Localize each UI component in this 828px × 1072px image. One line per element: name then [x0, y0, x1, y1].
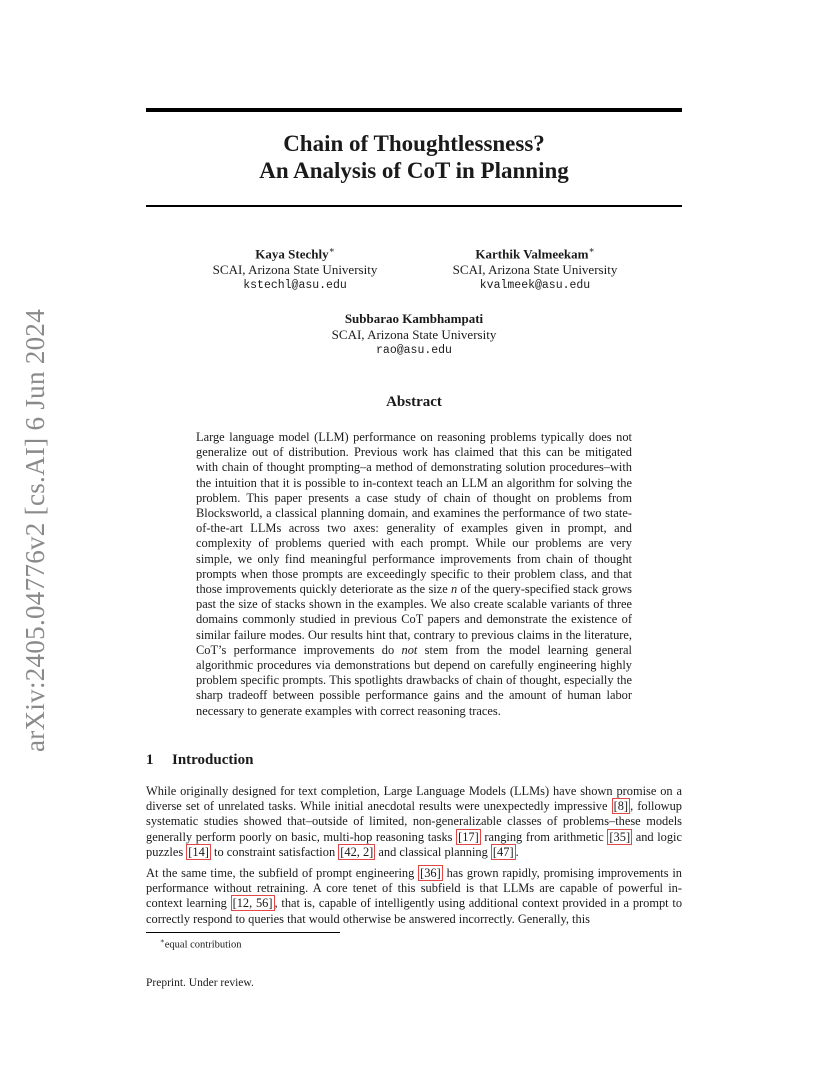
title-bottom-rule — [146, 205, 682, 207]
section-number: 1 — [146, 752, 154, 768]
footnote-rule — [146, 932, 340, 933]
author-name: Subbarao Kambhampati — [344, 311, 484, 326]
intro-paragraph-1: While originally designed for text completion, Large Language Models (LLMs) have shown promise on a diverse set of unrelated tasks. While initial anecdotal results were unexpectedly impressive [8] , followup systematic studies showed that–outside of limited, non-generalizable classes of problems–these models generally perform poorly on basic, multi-hop reasoning tasks [17] ranging from arithmetic [35] and logic puzzles [14] to constraint satisfaction [42, 2] and classical planning [47] . — [146, 784, 682, 859]
citation-link[interactable]: [42, 2] — [340, 844, 374, 859]
intro-paragraph-2: At the same time, the subfield of prompt engineering [36] has grown rapidly, promising improvements in performance without retraining. A core tenet of this subfield is that LLMs are capable of powerful in-context learning [12, 56] , that is, capable of intelligently using additional context provided in a prompt to correctly respond to queries that would otherwise be answered incorrectly. Generally, this — [146, 866, 683, 926]
citation-link[interactable]: [8] — [613, 799, 629, 814]
author-block-3 — [300, 311, 528, 359]
author-affiliation: SCAI, Arizona State University — [452, 262, 618, 278]
footnote — [160, 937, 241, 951]
citation-link[interactable]: [36] — [420, 866, 441, 880]
title-line-1: Chain of Thoughtlessness? — [283, 131, 545, 156]
citation-link[interactable]: [47] — [492, 844, 514, 859]
author-email[interactable]: kstechl@asu.edu — [243, 279, 347, 293]
paper-title — [146, 130, 682, 184]
citation-link[interactable]: [35] — [609, 829, 631, 844]
title-line-2: An Analysis of CoT in Planning — [259, 158, 569, 183]
footnote-mark: ∗ — [160, 937, 165, 945]
author-name: Karthik Valmeekam — [475, 246, 589, 262]
author-email[interactable]: kvalmeek@asu.edu — [479, 279, 591, 293]
title-top-rule — [146, 108, 682, 112]
abstract-text: Large language model (LLM) performance on reasoning problems typically does not generalize out of distribution. Previous work has claimed that this can be mitigated with chain of thought prompting–a method of demonstrating solution procedures–with the intuition that it is possible to in-context teach an LLM an algorithm for solving the problem. This paper presents a case study of chain of thought on problems from Blocksworld, a classical planning domain, and examines the performance of two state-of-the-art LLMs across two axes: generality of examples given in prompt, and complexity of problems queried with each prompt. While our problems are very simple, we only find meaningful performance improvements from chain of thought prompts when those prompts are exceedingly specific to their problem class, and that those improvements quickly deteriorate as the size n of the query-specified stack grows past the size of stacks shown in the examples. We also create scalable variants of three domains commonly studied in previous CoT papers and demonstrate the existence of similar failure modes. Our results hint that, contrary to previous claims in the literature, CoT’s performance improvements do not stem from the model learning general algorithmic procedures via demonstrations but depend on carefully engineering highly problem specific prompts. This spotlights drawbacks of chain of thought, especially the sharp tradeoff between possible performance gains and the amount of human labor necessary to generate examples with correct reasoning traces. — [196, 430, 632, 718]
author-affiliation: SCAI, Arizona State University — [331, 327, 497, 342]
author-name: Kaya Stechly — [255, 246, 329, 262]
author-block-1 — [180, 242, 410, 294]
footnote-text: equal contribution — [164, 939, 242, 951]
author-email[interactable]: rao@asu.edu — [376, 344, 452, 357]
abstract-heading: Abstract — [386, 394, 442, 410]
citation-link[interactable]: [14] — [188, 844, 209, 859]
citation-link[interactable]: [12, 56] — [232, 896, 273, 911]
equal-contribution-mark: ∗ — [328, 245, 335, 255]
author-block-2 — [420, 242, 650, 294]
arxiv-stamp-text: arXiv:2405.04776v2 [cs.AI] 6 Jun 2024 — [20, 308, 51, 752]
emphasis-not: not — [401, 642, 418, 657]
citation-link[interactable]: [17] — [458, 829, 479, 844]
equal-contribution-mark: ∗ — [588, 245, 595, 255]
section-heading-introduction — [146, 752, 253, 769]
preprint-notice: Preprint. Under review. — [146, 977, 254, 989]
section-title: Introduction — [172, 752, 254, 768]
author-affiliation: SCAI, Arizona State University — [212, 262, 378, 278]
arxiv-stamp — [22, 300, 50, 760]
variable-n: n — [451, 582, 458, 597]
